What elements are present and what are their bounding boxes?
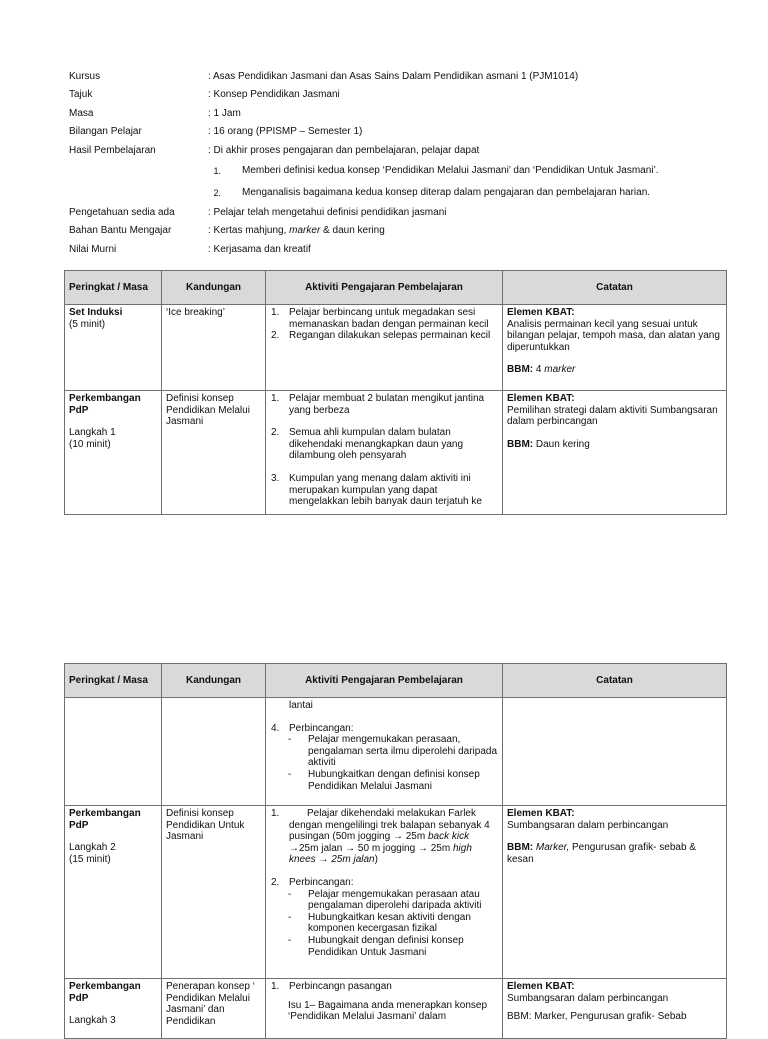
list-item <box>270 330 498 342</box>
stage-cell <box>65 806 162 979</box>
info-row-nilai <box>69 241 729 259</box>
kbat-text: Pemilihan strategi dalam aktiviti Sumbangsaran dalam perbincangan <box>507 404 718 428</box>
info-value: : Asas Pendidikan Jasmani dan Asas Sains Dalam Pendidikan asmani 1 (PJM1014) <box>208 71 579 82</box>
notes-cell <box>503 979 727 1039</box>
list-item <box>270 877 498 889</box>
list-item <box>270 473 498 508</box>
activity-list <box>270 981 498 993</box>
stage-step: Langkah 1 <box>69 427 116 439</box>
lesson-table-2 <box>64 663 727 1039</box>
info-label: Hasil Pembelajaran <box>69 144 156 156</box>
activity-italic: back kick <box>427 831 470 843</box>
list-text: Pelajar membuat 2 bulatan mengikut jantina yang berbeza <box>289 393 485 416</box>
content-text: Penerapan konsep ‘ Pendidikan Melalui Jasmani’ dan Pendidikan <box>166 981 255 1027</box>
list-text <box>289 808 498 866</box>
content-cell: Definisi konsep Pendidikan Melalui Jasmani <box>162 391 266 515</box>
activity-list <box>270 723 498 735</box>
info-value: : 1 Jam <box>208 107 241 119</box>
kbat-text: Sumbangsaran dalam perbincangan <box>507 992 669 1004</box>
activity-italic: high knees <box>289 842 472 866</box>
bbm-italic: marker <box>544 364 576 376</box>
list-number: 1. <box>271 393 280 404</box>
outcome-item <box>69 182 729 204</box>
activity-text: →25m jalan → 50 m jogging → 25m <box>289 842 453 854</box>
info-label: Pengetahuan sedia ada <box>69 207 175 219</box>
bbm-italic: Marker, <box>533 842 570 854</box>
info-value-text: : Kertas mahjung, <box>208 225 290 237</box>
info-value <box>208 222 729 240</box>
info-label: Masa <box>69 107 94 119</box>
activity-list <box>270 393 498 508</box>
list-item: - Pelajar mengemukakan perasaan atau pengalaman diperolehi daripada aktiviti <box>288 889 498 912</box>
lesson-table-1 <box>64 270 727 515</box>
table-row <box>65 979 727 1039</box>
list-item <box>270 427 498 462</box>
list-text: Pelajar mengemukakan perasaan atau pengalaman diperolehi daripada aktiviti <box>308 888 482 912</box>
content-cell: Definisi konsep Pendidikan Untuk Jasmani <box>162 806 266 979</box>
info-value: : Di akhir proses pengajaran dan pembelajaran, pelajar dapat <box>208 144 480 156</box>
list-text: Hubungkaitkan dengan definisi konsep Pendidikan Melalui Jasmani <box>308 768 480 792</box>
info-label: Bahan Bantu Mengajar <box>69 225 172 237</box>
info-row-bahan <box>69 222 729 240</box>
stage-title: Perkembangan PdP <box>69 393 141 416</box>
table-row <box>65 305 727 391</box>
stage-title: Set Induksi <box>69 307 123 318</box>
activity-cell <box>266 806 503 979</box>
header-content: Kandungan <box>162 664 266 698</box>
info-row-kursus <box>69 68 729 86</box>
list-text: Hubungkaitkan kesan aktiviti dengan komponen kecergasan fizikal <box>308 911 471 935</box>
discussion-list <box>288 734 498 792</box>
activity-cell <box>266 698 503 806</box>
list-item <box>270 981 498 993</box>
activity-text: ) <box>374 854 378 866</box>
content-cell <box>162 698 266 806</box>
info-value: : 16 orang (PPISMP – Semester 1) <box>208 126 363 138</box>
list-text: Hubungkait dengan definisi konsep Pendidikan Untuk Jasmani <box>308 934 464 958</box>
stage-cell <box>65 698 162 806</box>
bbm-line <box>507 439 722 451</box>
table-row <box>65 391 727 515</box>
info-row-pengetahuan <box>69 204 729 222</box>
bbm-line: BBM: Marker, Pengurusan grafik- Sebab <box>507 1011 687 1023</box>
activity-cell <box>266 391 503 515</box>
stage-title: Perkembangan PdP <box>69 808 141 831</box>
info-label: Tajuk <box>69 89 93 101</box>
list-text: Pelajar mengemukakan perasaan, pengalaman serta ilmu diperolehi daripada aktiviti <box>308 734 498 769</box>
list-item <box>270 307 498 330</box>
kbat-text: Sumbangsaran dalam perbincangan <box>507 819 669 831</box>
header-stage: Peringkat / Masa <box>65 664 162 698</box>
info-value: : Konsep Pendidikan Jasmani <box>208 89 340 101</box>
stage-step: Langkah 3 <box>69 1015 116 1027</box>
list-number: 4. <box>271 722 280 734</box>
list-number: 3. <box>271 472 280 484</box>
list-item: - Pelajar mengemukakan perasaan, pengalaman serta ilmu diperolehi daripada aktiviti <box>288 734 498 769</box>
info-row-bilangan <box>69 123 729 141</box>
list-number: 2. <box>271 427 280 439</box>
header-notes: Catatan <box>503 271 727 305</box>
list-item: - Hubungkaitkan kesan aktiviti dengan komponen kecergasan fizikal <box>288 912 498 935</box>
stage-cell <box>65 305 162 391</box>
list-number: 1. <box>271 808 280 819</box>
stage-title: Perkembangan PdP <box>69 981 141 1004</box>
activity-cell <box>266 305 503 391</box>
info-row-tajuk <box>69 86 729 104</box>
list-text: Semua ahli kumpulan dalam bulatan dikehendaki menangkapkan daun yang dilambung oleh pensyarah <box>289 427 464 462</box>
header-content: Kandungan <box>162 271 266 305</box>
info-label: Bilangan Pelajar <box>69 126 142 138</box>
activity-text: → 25m jalan <box>315 854 375 866</box>
bbm-label: BBM: <box>507 842 534 854</box>
kbat-label: Elemen KBAT: <box>507 307 575 318</box>
list-number: 2. <box>271 876 280 888</box>
activity-cell <box>266 979 503 1039</box>
activity-list <box>270 808 498 889</box>
info-value: : Kerjasama dan kreatif <box>208 243 311 255</box>
table-row <box>65 806 727 979</box>
info-row-masa <box>69 105 729 123</box>
info-value: : Pelajar telah mengetahui definisi pendidikan jasmani <box>208 207 447 219</box>
stage-time: (10 minit) <box>69 438 111 450</box>
bbm-line <box>507 842 722 865</box>
outcome-text: Menganalisis bagaimana kedua konsep diterap dalam pengajaran dan pembelajaran harian. <box>242 187 651 199</box>
kbat-label: Elemen KBAT: <box>507 981 575 992</box>
list-number: 1. <box>271 981 280 992</box>
bbm-label: BBM: <box>507 364 534 376</box>
info-label: Nilai Murni <box>69 243 117 255</box>
bbm-label: BBM: <box>507 438 534 450</box>
content-cell: ‘Ice breaking’ <box>162 305 266 391</box>
issue-text: Isu 1– Bagaimana anda menerapkan konsep ‘Pendidikan Melalui Jasmani’ dalam <box>288 999 488 1023</box>
list-number: 1. <box>271 307 280 318</box>
list-item <box>270 808 498 866</box>
list-item <box>270 393 498 416</box>
kbat-label: Elemen KBAT: <box>507 393 575 404</box>
outcome-number: 2. <box>213 188 221 199</box>
list-text: Perbincangan: <box>289 876 354 888</box>
stage-time: (15 minit) <box>69 853 111 865</box>
header-activity: Aktiviti Pengajaran Pembelajaran <box>266 664 503 698</box>
stage-cell <box>65 391 162 515</box>
bbm-text: Pengurusan grafik- sebab & kesan <box>507 842 696 865</box>
list-item: - Hubungkaitkan dengan definisi konsep Pendidikan Melalui Jasmani <box>288 769 498 792</box>
bbm-text: 4 <box>533 364 545 376</box>
content-cell <box>162 979 266 1039</box>
bbm-text: Daun kering <box>533 438 590 450</box>
kbat-text: Analisis permainan kecil yang sesuai untuk bilangan pelajar, tempoh masa, dan alatan yang diperuntukkan <box>507 318 720 353</box>
list-item: - Hubungkait dengan definisi konsep Pendidikan Untuk Jasmani <box>288 935 498 958</box>
lesson-info <box>69 68 729 259</box>
table-row <box>65 698 727 806</box>
notes-cell <box>503 698 727 806</box>
list-text: Pelajar berbincang untuk megadakan sesi memanaskan badan dengan permainan kecil <box>289 307 489 330</box>
table-header-row <box>65 664 727 698</box>
table-header-row <box>65 271 727 305</box>
list-text: Perbincangan: <box>289 722 354 734</box>
info-row-hasil <box>69 142 729 160</box>
outcome-text: Memberi definisi kedua konsep ‘Pendidikan Melalui Jasmani’ dan ‘Pendidikan Untuk Jasmani’. <box>242 165 659 177</box>
header-stage: Peringkat / Masa <box>65 271 162 305</box>
list-text: Perbincangn pasangan <box>289 981 392 992</box>
list-text: Regangan dilakukan selepas permainan kecil <box>289 330 491 342</box>
outcome-item <box>69 160 729 182</box>
activity-list <box>270 307 498 342</box>
notes-cell <box>503 391 727 515</box>
header-notes: Catatan <box>503 664 727 698</box>
info-label: Kursus <box>69 71 101 82</box>
outcome-number: 1. <box>213 166 221 177</box>
notes-cell <box>503 806 727 979</box>
stage-time: (5 minit) <box>69 318 106 330</box>
stage-cell <box>65 979 162 1039</box>
discussion-list <box>288 889 498 959</box>
notes-cell <box>503 305 727 391</box>
info-value-italic: marker <box>289 225 321 237</box>
activity-text: Pelajar dikehendaki melakukan Farlek dengan mengelilingi trek balapan sebanyak 4 pusingan (50m jogging → 25m <box>289 808 490 843</box>
activity-continued: lantai <box>289 700 313 711</box>
list-item <box>270 723 498 735</box>
header-activity: Aktiviti Pengajaran Pembelajaran <box>266 271 503 305</box>
list-text: Kumpulan yang menang dalam aktiviti ini merupakan kumpulan yang dapat mengelakkan lebih banyak daun terjatuh ke <box>289 472 482 508</box>
bbm-line <box>507 364 722 376</box>
kbat-label: Elemen KBAT: <box>507 808 575 819</box>
info-value-text: & daun kering <box>320 225 385 237</box>
list-number: 2. <box>271 330 280 342</box>
stage-step: Langkah 2 <box>69 842 116 854</box>
